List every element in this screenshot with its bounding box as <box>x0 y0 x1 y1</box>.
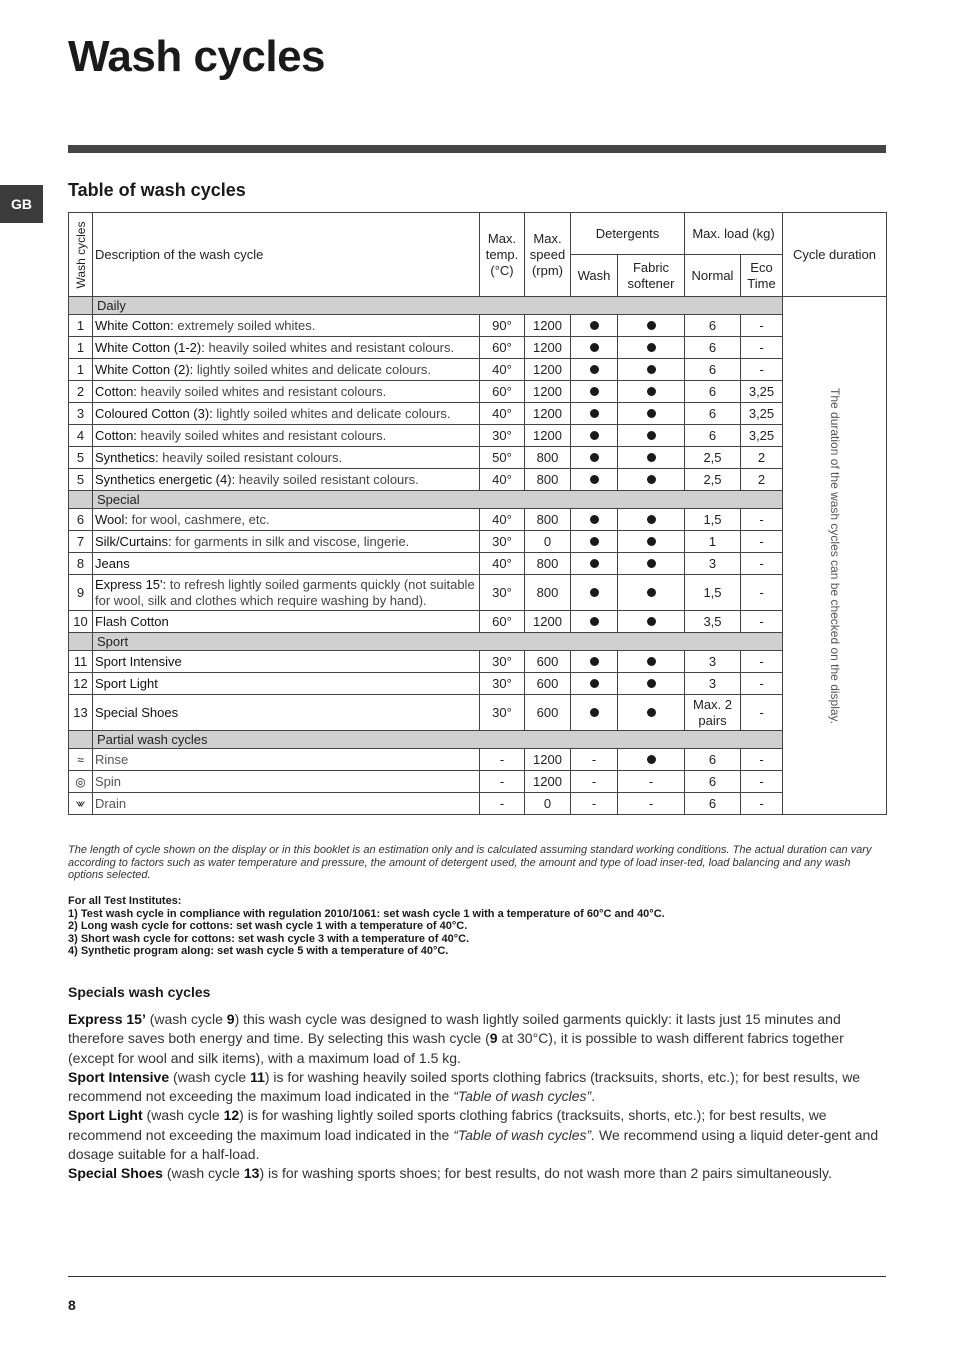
cycle-detail: heavily soiled resistant colours. <box>235 471 419 487</box>
header-max-temp: Max. temp. (°C) <box>480 213 525 297</box>
max-temp-cell: 30° <box>480 425 525 447</box>
table-row <box>69 469 887 491</box>
normal-load-cell: 3 <box>685 673 741 695</box>
eco-time-load-cell: - <box>741 749 783 771</box>
max-temp-cell: 30° <box>480 673 525 695</box>
institutes-line: 3) Short wash cycle for cottons: set wash cycle 3 with a temperature of 40°C. <box>68 932 470 945</box>
bullet-dot-icon <box>647 537 656 546</box>
cycle-detail: for wool, cashmere, etc. <box>128 511 270 527</box>
bullet-dot-icon <box>590 321 599 330</box>
test-institutes-note <box>68 895 888 958</box>
wash-detergent-cell <box>571 359 618 381</box>
fabric-softener-cell <box>618 447 685 469</box>
cycle-detail: for garments in silk and viscose, lingerie. <box>171 533 410 549</box>
bullet-dot-icon <box>590 657 599 666</box>
cycle-name: Sport Intensive <box>95 653 182 669</box>
cycle-number: 7 <box>69 531 93 553</box>
max-temp-cell: 30° <box>480 575 525 611</box>
normal-load-cell: 3 <box>685 651 741 673</box>
table-row <box>69 425 887 447</box>
max-temp-cell: 30° <box>480 531 525 553</box>
cycle-number: 13 <box>69 695 93 731</box>
cycle-description <box>93 749 480 771</box>
eco-time-load-cell: 3,25 <box>741 403 783 425</box>
normal-load-cell: 6 <box>685 359 741 381</box>
cycle-number: 4 <box>69 425 93 447</box>
wash-cycles-table <box>68 212 887 815</box>
cycle-description <box>93 611 480 633</box>
bullet-dot-icon <box>590 617 599 626</box>
bullet-dot-icon <box>590 343 599 352</box>
fabric-softener-cell <box>618 531 685 553</box>
specials-heading: Specials wash cycles <box>68 984 211 1000</box>
table-row <box>69 749 887 771</box>
max-temp-cell: 30° <box>480 651 525 673</box>
institutes-line: 4) Synthetic program along: set wash cycle 5 with a temperature of 40°C. <box>68 945 449 957</box>
cycle-name: Special Shoes <box>95 704 179 720</box>
normal-load-cell: 6 <box>685 381 741 403</box>
eco-time-load-cell: - <box>741 509 783 531</box>
cycle-name: Cotton: <box>95 383 137 399</box>
specials-paragraph-express: Express 15’ (wash cycle 9) this wash cycle was designed to wash lightly soiled garments quickly: it lasts just 15 minutes and therefore saves both energy and time. By selecting this wash cycle (9 at 30°C), it is possible to wash different fabrics together (except for wool and silk items), with a maximum load of 1.5 kg. <box>68 1011 844 1066</box>
max-temp-cell: 60° <box>480 337 525 359</box>
cycle-number: 6 <box>69 509 93 531</box>
eco-time-load-cell: - <box>741 611 783 633</box>
max-speed-cell: 600 <box>525 695 571 731</box>
institutes-title: For all Test Institutes: <box>68 895 182 907</box>
eco-time-load-cell: - <box>741 531 783 553</box>
wash-detergent-cell <box>571 447 618 469</box>
cycle-detail: heavily soiled whites and resistant colours. <box>136 383 387 399</box>
eco-time-load-cell: - <box>741 673 783 695</box>
fabric-softener-cell <box>618 575 685 611</box>
cycle-name: White Cotton: <box>95 317 174 333</box>
wash-detergent-cell <box>571 651 618 673</box>
cycle-name: Synthetics: <box>95 449 159 465</box>
bullet-dot-icon <box>647 321 656 330</box>
cycle-number: 2 <box>69 381 93 403</box>
group-number-cell <box>69 633 93 651</box>
wash-detergent-cell <box>571 509 618 531</box>
group-label: Daily <box>93 297 783 315</box>
wash-detergent-cell <box>571 673 618 695</box>
max-temp-cell: 40° <box>480 553 525 575</box>
header-max-speed: Max. speed (rpm) <box>525 213 571 297</box>
header-cycle-duration: Cycle duration <box>783 213 887 297</box>
cycle-name: Cotton: <box>95 427 137 443</box>
normal-load-cell: 1,5 <box>685 509 741 531</box>
fabric-softener-cell: - <box>618 771 685 793</box>
eco-time-load-cell: 2 <box>741 447 783 469</box>
bullet-dot-icon <box>590 409 599 418</box>
bullet-dot-icon <box>590 365 599 374</box>
cycle-number: 8 <box>69 553 93 575</box>
wash-detergent-cell <box>571 553 618 575</box>
wash-detergent-cell <box>571 403 618 425</box>
table-row <box>69 793 887 815</box>
wash-detergent-cell <box>571 425 618 447</box>
bullet-dot-icon <box>647 343 656 352</box>
table-group-row <box>69 491 887 509</box>
cycle-number: 1 <box>69 337 93 359</box>
bullet-dot-icon <box>590 475 599 484</box>
max-temp-cell: 40° <box>480 403 525 425</box>
max-speed-cell: 1200 <box>525 425 571 447</box>
wash-detergent-cell <box>571 531 618 553</box>
bullet-dot-icon <box>590 537 599 546</box>
table-row <box>69 611 887 633</box>
eco-time-load-cell: 3,25 <box>741 381 783 403</box>
fabric-softener-cell <box>618 359 685 381</box>
bullet-dot-icon <box>647 755 656 764</box>
cycle-name: White Cotton (1-2): <box>95 339 205 355</box>
group-label: Special <box>93 491 783 509</box>
cycle-name: Coloured Cotton (3): <box>95 405 213 421</box>
normal-load-cell: 2,5 <box>685 447 741 469</box>
bullet-dot-icon <box>590 431 599 440</box>
fabric-softener-cell <box>618 469 685 491</box>
header-description: Description of the wash cycle <box>93 213 480 297</box>
table-group-row <box>69 633 887 651</box>
max-speed-cell: 800 <box>525 469 571 491</box>
cycle-description <box>93 359 480 381</box>
table-row <box>69 575 887 611</box>
group-number-cell <box>69 731 93 749</box>
normal-load-cell: 6 <box>685 771 741 793</box>
normal-load-cell: 1 <box>685 531 741 553</box>
cycle-detail: Spin <box>95 773 122 789</box>
header-wash-cycles: Wash cycles <box>69 213 93 297</box>
table-row <box>69 315 887 337</box>
max-temp-cell: 60° <box>480 611 525 633</box>
bullet-dot-icon <box>590 679 599 688</box>
wash-detergent-cell <box>571 381 618 403</box>
group-label: Partial wash cycles <box>93 731 783 749</box>
max-speed-cell: 1200 <box>525 337 571 359</box>
header-max-load: Max. load (kg) <box>685 213 783 255</box>
cycle-number: 11 <box>69 651 93 673</box>
max-speed-cell: 0 <box>525 531 571 553</box>
fabric-softener-cell <box>618 553 685 575</box>
max-speed-cell: 600 <box>525 673 571 695</box>
group-label: Sport <box>93 633 783 651</box>
cycle-number: 3 <box>69 403 93 425</box>
max-speed-cell: 1200 <box>525 749 571 771</box>
specials-paragraph-special-shoes: Special Shoes (wash cycle 13) is for washing sports shoes; for best results, do not wash more than 2 pairs simultaneously. <box>68 1165 832 1182</box>
max-temp-cell: 40° <box>480 509 525 531</box>
normal-load-cell: 6 <box>685 425 741 447</box>
table-row <box>69 673 887 695</box>
eco-time-load-cell: - <box>741 359 783 381</box>
table-row <box>69 553 887 575</box>
institutes-line: 2) Long wash cycle for cottons: set wash cycle 1 with a temperature of 40°C. <box>68 920 468 932</box>
fabric-softener-cell: - <box>618 793 685 815</box>
bullet-dot-icon <box>590 515 599 524</box>
cycle-number: 9 <box>69 575 93 611</box>
fabric-softener-cell <box>618 315 685 337</box>
max-speed-cell: 800 <box>525 575 571 611</box>
cycle-detail: Drain <box>95 795 127 811</box>
bullet-dot-icon <box>590 453 599 462</box>
cycle-description <box>93 531 480 553</box>
cycle-description <box>93 381 480 403</box>
page-number: 8 <box>68 1297 76 1313</box>
specials-paragraph-sport-light: Sport Light (wash cycle 12) is for washing lightly soiled sports clothing fabrics (tracksuits, shorts, etc.); for best results, we recommend not exceeding the maximum load indicated in the “Table of wash cycles”. We recommend using a liquid deter-gent and dosage suitable for a half-load. <box>68 1107 879 1163</box>
normal-load-cell: Max. 2 pairs <box>685 695 741 731</box>
cycle-detail: extremely soiled whites. <box>173 317 316 333</box>
cycle-name: Sport Light <box>95 675 158 691</box>
eco-time-load-cell: - <box>741 651 783 673</box>
cycle-description <box>93 425 480 447</box>
bullet-dot-icon <box>647 657 656 666</box>
normal-load-cell: 6 <box>685 315 741 337</box>
bullet-dot-icon <box>647 365 656 374</box>
table-row <box>69 337 887 359</box>
footer-divider <box>68 1276 886 1277</box>
normal-load-cell: 6 <box>685 403 741 425</box>
bullet-dot-icon <box>647 475 656 484</box>
table-row <box>69 403 887 425</box>
cycle-name: Silk/Curtains: <box>95 533 172 549</box>
cycle-detail: lightly soiled whites and delicate colours. <box>212 405 451 421</box>
max-speed-cell: 1200 <box>525 403 571 425</box>
cycle-number: 1 <box>69 359 93 381</box>
institutes-line: 1) Test wash cycle in compliance with regulation 2010/1061: set wash cycle 1 with a temperature of 60°C and 40°C. <box>68 907 665 920</box>
table-row <box>69 531 887 553</box>
max-temp-cell: 30° <box>480 695 525 731</box>
max-speed-cell: 800 <box>525 447 571 469</box>
header-normal: Normal <box>685 255 741 297</box>
bullet-dot-icon <box>590 559 599 568</box>
cycle-description <box>93 673 480 695</box>
wash-detergent-cell <box>571 315 618 337</box>
bullet-dot-icon <box>647 453 656 462</box>
fabric-softener-cell <box>618 651 685 673</box>
group-number-cell <box>69 297 93 315</box>
normal-load-cell: 3,5 <box>685 611 741 633</box>
normal-load-cell: 6 <box>685 749 741 771</box>
cycle-description <box>93 771 480 793</box>
max-speed-cell: 800 <box>525 553 571 575</box>
eco-time-load-cell: - <box>741 337 783 359</box>
cycle-detail: to refresh lightly soiled garments quickly (not suitable for wool, silk and clothes which require washing by hand). <box>95 576 475 608</box>
max-speed-cell: 1200 <box>525 611 571 633</box>
table-group-row <box>69 297 887 315</box>
normal-load-cell: 2,5 <box>685 469 741 491</box>
group-number-cell <box>69 491 93 509</box>
bullet-dot-icon <box>647 617 656 626</box>
cycle-duration-cell <box>783 297 887 815</box>
table-row <box>69 447 887 469</box>
bullet-dot-icon <box>647 409 656 418</box>
max-temp-cell: - <box>480 771 525 793</box>
cycle-number: 12 <box>69 673 93 695</box>
cycle-name: Express 15': <box>95 576 167 592</box>
cycle-description <box>93 651 480 673</box>
bullet-dot-icon <box>647 515 656 524</box>
table-row <box>69 381 887 403</box>
normal-load-cell: 1,5 <box>685 575 741 611</box>
eco-time-load-cell: 2 <box>741 469 783 491</box>
cycle-description <box>93 403 480 425</box>
bullet-dot-icon <box>647 588 656 597</box>
cycle-name: Synthetics energetic (4): <box>95 471 236 487</box>
wash-detergent-cell: - <box>571 793 618 815</box>
table-row <box>69 359 887 381</box>
wash-detergent-cell: - <box>571 749 618 771</box>
max-speed-cell: 1200 <box>525 315 571 337</box>
cycle-description <box>93 447 480 469</box>
wash-detergent-cell <box>571 695 618 731</box>
normal-load-cell: 3 <box>685 553 741 575</box>
max-speed-cell: 800 <box>525 509 571 531</box>
title-divider <box>68 145 886 153</box>
table-row <box>69 651 887 673</box>
max-speed-cell: 1200 <box>525 771 571 793</box>
header-fabric-softener: Fabric softener <box>618 255 685 297</box>
cycle-description <box>93 315 480 337</box>
page-title: Wash cycles <box>68 32 326 81</box>
max-speed-cell: 1200 <box>525 381 571 403</box>
duration-footnote: The length of cycle shown on the display or in this booklet is an estimation only and is calculated assuming standard working conditions. The actual duration can vary according to factors such as water temperature and pressure, the amount of detergent used, the amount and type of load inser-ted, load balancing and any wash options selected. <box>68 844 872 881</box>
max-temp-cell: - <box>480 749 525 771</box>
max-temp-cell: 60° <box>480 381 525 403</box>
fabric-softener-cell <box>618 611 685 633</box>
wash-detergent-cell <box>571 469 618 491</box>
max-speed-cell: 1200 <box>525 359 571 381</box>
cycle-description <box>93 793 480 815</box>
header-detergents: Detergents <box>571 213 685 255</box>
cycle-description <box>93 575 480 611</box>
cycle-description <box>93 469 480 491</box>
cycle-name: White Cotton (2): <box>95 361 194 377</box>
max-temp-cell: 40° <box>480 359 525 381</box>
section-heading: Table of wash cycles <box>68 180 246 200</box>
max-temp-cell: - <box>480 793 525 815</box>
wash-detergent-cell <box>571 575 618 611</box>
fabric-softener-cell <box>618 509 685 531</box>
specials-paragraph-sport-intensive: Sport Intensive (wash cycle 11) is for washing heavily soiled sports clothing fabrics (tracksuits, shorts, etc.); for best results, we recommend not exceeding the maximum load indicated in the “Table of wash cycles”. <box>68 1068 861 1105</box>
normal-load-cell: 6 <box>685 337 741 359</box>
fabric-softener-cell <box>618 749 685 771</box>
bullet-dot-icon <box>590 387 599 396</box>
bullet-dot-icon <box>647 559 656 568</box>
cycle-number: 5 <box>69 469 93 491</box>
max-temp-cell: 90° <box>480 315 525 337</box>
cycle-description <box>93 553 480 575</box>
language-tab: GB <box>0 185 43 223</box>
wash-detergent-cell: - <box>571 771 618 793</box>
eco-time-load-cell: - <box>741 771 783 793</box>
normal-load-cell: 6 <box>685 793 741 815</box>
header-wash: Wash <box>571 255 618 297</box>
cycle-name: Flash Cotton <box>95 613 169 629</box>
wash-detergent-cell <box>571 337 618 359</box>
eco-time-load-cell: - <box>741 695 783 731</box>
eco-time-load-cell: - <box>741 315 783 337</box>
rinse-icon: ≈ <box>69 749 93 771</box>
max-temp-cell: 50° <box>480 447 525 469</box>
table-row <box>69 509 887 531</box>
cycle-detail: lightly soiled whites and delicate colours. <box>193 361 432 377</box>
bullet-dot-icon <box>647 387 656 396</box>
fabric-softener-cell <box>618 673 685 695</box>
bullet-dot-icon <box>647 708 656 717</box>
fabric-softener-cell <box>618 337 685 359</box>
fabric-softener-cell <box>618 381 685 403</box>
fabric-softener-cell <box>618 425 685 447</box>
table-row <box>69 695 887 731</box>
fabric-softener-cell <box>618 403 685 425</box>
eco-time-load-cell: - <box>741 793 783 815</box>
cycle-description <box>93 337 480 359</box>
eco-time-load-cell: - <box>741 553 783 575</box>
specials-body <box>68 1010 890 1184</box>
cycle-description <box>93 695 480 731</box>
eco-time-load-cell: - <box>741 575 783 611</box>
cycle-detail: heavily soiled resistant colours. <box>158 449 343 465</box>
header-eco-time: Eco Time <box>741 255 783 297</box>
cycle-number: 10 <box>69 611 93 633</box>
cycle-number: 5 <box>69 447 93 469</box>
eco-time-load-cell: 3,25 <box>741 425 783 447</box>
table-row <box>69 771 887 793</box>
spin-icon: ◎ <box>69 771 93 793</box>
bullet-dot-icon <box>647 431 656 440</box>
max-speed-cell: 600 <box>525 651 571 673</box>
bullet-dot-icon <box>590 708 599 717</box>
wash-detergent-cell <box>571 611 618 633</box>
cycle-description <box>93 509 480 531</box>
cycle-number: 1 <box>69 315 93 337</box>
bullet-dot-icon <box>647 679 656 688</box>
cycle-detail: heavily soiled whites and resistant colours. <box>136 427 387 443</box>
cycle-name: Jeans <box>95 555 130 571</box>
fabric-softener-cell <box>618 695 685 731</box>
table-group-row <box>69 731 887 749</box>
cycle-detail: heavily soiled whites and resistant colours. <box>204 339 455 355</box>
max-speed-cell: 0 <box>525 793 571 815</box>
drain-icon: ⩖ <box>69 793 93 815</box>
cycle-duration-note: The duration of the wash cycles can be checked on the display. <box>827 387 842 724</box>
cycle-name: Wool: <box>95 511 128 527</box>
max-temp-cell: 40° <box>480 469 525 491</box>
cycle-detail: Rinse <box>95 751 129 767</box>
bullet-dot-icon <box>590 588 599 597</box>
